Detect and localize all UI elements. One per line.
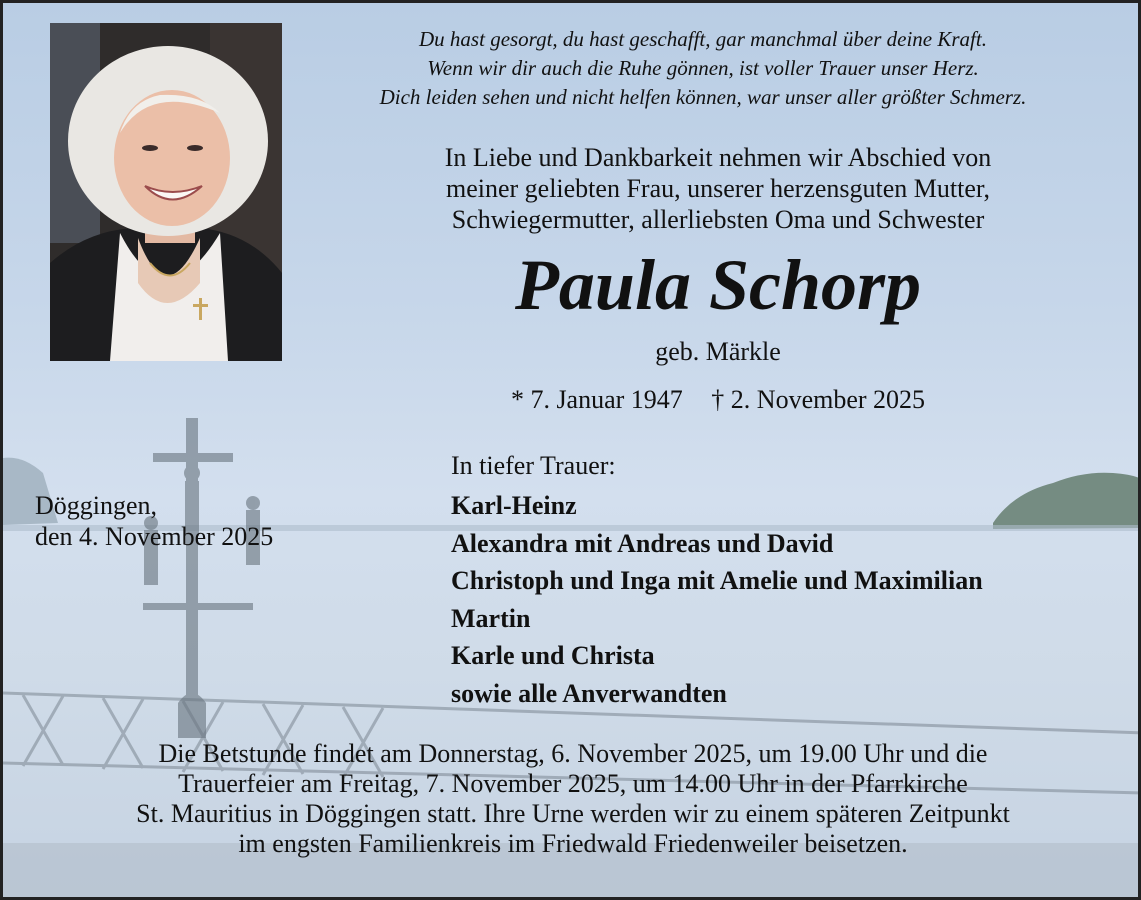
mourner-entry: Karl-Heinz <box>451 491 577 520</box>
intro-line: Schwiegermutter, allerliebsten Oma und Schwester <box>451 205 985 234</box>
death-date: † 2. November 2025 <box>711 385 926 414</box>
portrait-photo <box>50 23 282 361</box>
service-line: St. Mauritius in Döggingen statt. Ihre Urne werden wir zu einem späteren Zeitpunkt <box>136 799 1010 828</box>
farewell-intro <box>313 142 1123 235</box>
service-line: im engsten Familienkreis im Friedwald Friedenweiler beisetzen. <box>238 829 908 858</box>
intro-line: meiner geliebten Frau, unserer herzensguten Mutter, <box>445 174 991 203</box>
mourner-entry: Alexandra mit Andreas und David <box>451 528 834 558</box>
mourning-label: In tiefer Trauer: <box>451 451 616 480</box>
deceased-name: Paula Schorp <box>514 245 922 325</box>
intro-line: In Liebe und Dankbarkeit nehmen wir Abschied von <box>444 143 992 172</box>
poem-verse <box>293 25 1113 112</box>
place-date: den 4. November 2025 <box>35 522 274 551</box>
maiden-name: geb. Märkle <box>655 337 781 366</box>
poem-line: Wenn wir dir auch die Ruhe gönnen, ist voller Trauer unser Herz. <box>427 56 979 80</box>
wayside-cross <box>143 418 260 738</box>
place-city: Döggingen, <box>35 491 158 520</box>
mourner-entry: Christoph und Inga mit Amelie und Maximilian <box>451 566 983 596</box>
service-notice <box>13 739 1133 859</box>
service-line: Trauerfeier am Freitag, 7. November 2025, um 14.00 Uhr in der Pfarrkirche <box>178 769 968 798</box>
life-dates <box>333 384 1103 416</box>
right-island <box>993 473 1141 529</box>
mourner-entry: Karle und Christa <box>451 641 655 671</box>
mourner-entry: Martin <box>451 603 531 633</box>
poem-line: Du hast gesorgt, du hast geschafft, gar manchmal über deine Kraft. <box>419 27 987 51</box>
mourner-entry: sowie alle Anverwandten <box>451 678 727 708</box>
mourners-list <box>451 487 983 713</box>
place-and-date <box>35 490 273 552</box>
service-line: Die Betstunde findet am Donnerstag, 6. November 2025, um 19.00 Uhr und die <box>158 739 988 768</box>
poem-line: Dich leiden sehen und nicht helfen können, war unser aller größter Schmerz. <box>379 85 1027 109</box>
birth-date: * 7. Januar 1947 <box>510 385 683 414</box>
